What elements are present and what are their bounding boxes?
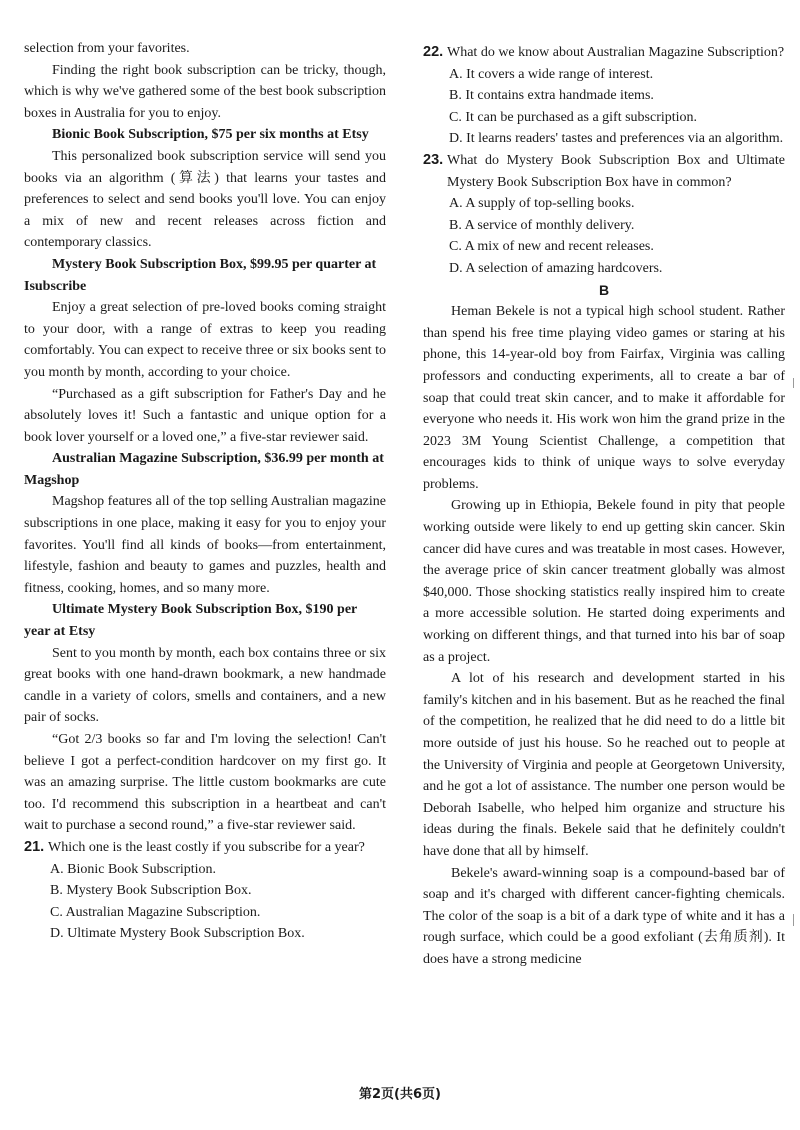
answer-option: B. A service of monthly delivery. xyxy=(449,217,635,233)
question xyxy=(423,42,785,64)
question xyxy=(423,150,785,193)
paragraph: Growing up in Ethiopia, Bekele found in pity that people working outside were likely to end up getting skin cancer. Skin cancer did have cures and was treatable in most cases. However, the average price of skin cancer treatment globally was almost $40,000. Those shocking statistics really inspired him to create a more accessible solution. He started doing experiments and working on different things, and that turned into his bar of soap as a project. xyxy=(423,498,785,665)
subscription-heading: Mystery Book Subscription Box, $99.95 per quarter at Isubscribe xyxy=(24,256,377,294)
question-text: What do we know about Australian Magazine Subscription? xyxy=(447,45,785,60)
answer-option: C. Australian Magazine Subscription. xyxy=(50,904,261,920)
subscription-heading: Australian Magazine Subscription, $36.99 per month at Magshop xyxy=(24,451,384,488)
answer-option: D. Ultimate Mystery Book Subscription Box. xyxy=(50,926,305,942)
answer-option: D. It learns readers' tastes and preferences via an algorithm. xyxy=(449,131,784,147)
question-text: What do Mystery Book Subscription Box and Ultimate Mystery Book Subscription Box have in common? xyxy=(447,152,785,190)
question xyxy=(24,837,386,859)
answer-option: A. Bionic Book Subscription. xyxy=(50,861,217,877)
answer-option: B. It contains extra handmade items. xyxy=(449,88,654,104)
subscription-heading: Ultimate Mystery Book Subscription Box, $190 per year at Etsy xyxy=(24,602,358,640)
paragraph: selection from your favorites. xyxy=(24,41,190,56)
question-text: Which one is the least costly if you subscribe for a year? xyxy=(48,839,365,855)
paragraph: Sent to you month by month, each box contains three or six great books with one hand-drawn bookmark, a new handmade candle in a variety of colors, smells and containers, and a new pair of socks. xyxy=(24,645,386,726)
margin-mark-bottom xyxy=(793,914,794,926)
paragraph: A lot of his research and development started in his family's kitchen and in his basement. But as he reached the final of the competition, he realized that he did need to do a little bit more outside of just his house. So he reached out to people at the University of Virginia and people at Georgetown University, and he got a lot of assistance. The number one person would be Deborah Isabelle, who helped him organize and structure his ideas during the finals. Bekele said that he definitely couldn't have done that all by himself. xyxy=(423,671,785,859)
paragraph: “Got 2/3 books so far and I'm loving the selection! Can't believe I got a perfect-condition hardcover on my first go. It was an amazing surprise. The little custom bookmarks are cute too. I'd recommend this subscription in a heartbeat and can't wait to purchase a second round,” a five-star reviewer said. xyxy=(24,732,386,834)
paragraph: Enjoy a great selection of pre-loved books coming straight to your door, with a range of extras to keep you reading comfortably. You can expect to receive three or six books sent to you month by month, according to your choice. xyxy=(24,300,386,380)
answer-option: D. A selection of amazing hardcovers. xyxy=(449,260,663,276)
question-number: 22. xyxy=(423,44,444,60)
paragraph: Finding the right book subscription can be tricky, though, which is why we've gathered some of the best book subscription boxes in Australia for you to enjoy. xyxy=(24,62,386,121)
question-number: 21. xyxy=(24,838,45,855)
question-number: 23. xyxy=(423,151,444,168)
subscription-heading: Bionic Book Subscription, $75 per six months at Etsy xyxy=(52,127,369,143)
answer-option: A. A supply of top-selling books. xyxy=(449,196,635,212)
page-footer: 第2页(共6页) xyxy=(359,1087,441,1102)
paragraph: “Purchased as a gift subscription for Father's Day and he absolutely loves it! Such a fantastic and unique option for a book lover yourself or a loved one,” a five-star reviewer said. xyxy=(24,386,386,445)
section-label: B xyxy=(598,281,610,298)
paragraph: Heman Bekele is not a typical high school student. Rather than spend his free time playing video games or staring at his phone, this 14-year-old boy from Fairfax, Virginia was calling professors and conducting experiments, all to create a bar of soap that could treat skin cancer, and to make it affordable for everyone who needs it. His work won him the grand prize in the 2023 3M Young Scientist Challenge, a competition that encourages kids to think of unique ways to solve everyday problems. xyxy=(423,304,785,492)
answer-option: A. It covers a wide range of interest. xyxy=(449,66,654,82)
answer-option: C. It can be purchased as a gift subscription. xyxy=(449,109,698,125)
paragraph: This personalized book subscription service will send you books via an algorithm (算法) that learns your tastes and preferences to select and send books you'll love. You can enjoy a mix of new and recent releases across fiction and contemporary classics. xyxy=(24,148,386,251)
margin-mark-top xyxy=(793,378,794,388)
answer-option: C. A mix of new and recent releases. xyxy=(449,239,654,255)
paragraph: Magshop features all of the top selling Australian magazine subscriptions in one place, making it easy for you to enjoy your favorites. You'll find all kinds of books—from entertainment, lifestyle, fashion and beauty to games and puzzles, health and fitness, cooking, homes, and so many more. xyxy=(24,494,386,596)
left-column xyxy=(24,38,386,945)
answer-option: B. Mystery Book Subscription Box. xyxy=(50,883,252,899)
paragraph: Bekele's award-winning soap is a compound-based bar of soap and it's charged with different cancer-fighting chemicals. The color of the soap is a bit of a dark type of white and it has a rough surface, which could be a good exfoliant (去角质剂). It does have a strong medicine xyxy=(423,865,785,967)
right-column xyxy=(423,42,785,971)
